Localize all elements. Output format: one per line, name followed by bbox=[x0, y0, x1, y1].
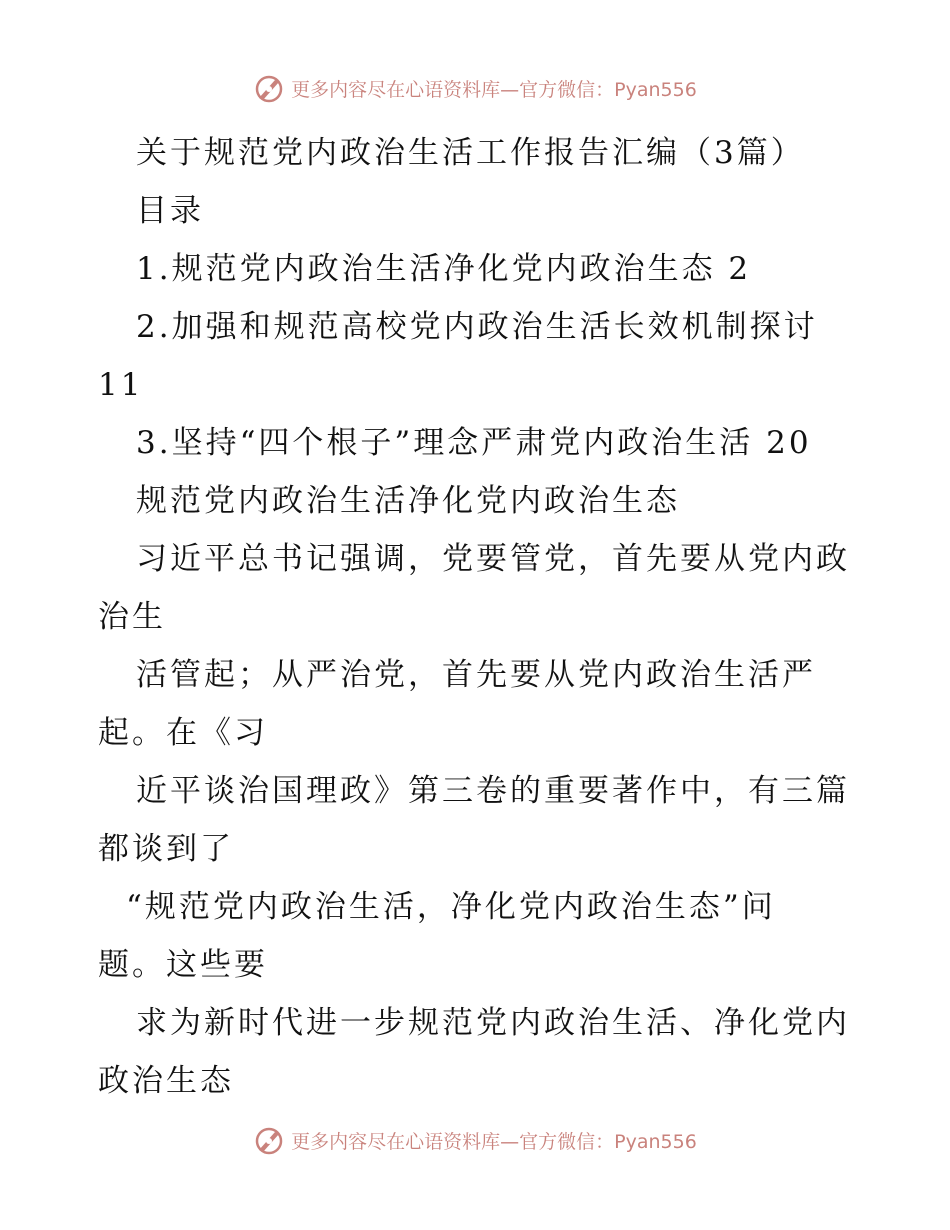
body-line: 治生 bbox=[98, 599, 166, 635]
toc-heading: 目录 bbox=[136, 193, 204, 229]
body-line: 习近平总书记强调，党要管党，首先要从党内政 bbox=[136, 541, 850, 577]
body-line: “规范党内政治生活，净化党内政治生态”问 bbox=[126, 889, 776, 925]
toc-item-1: 1.规范党内政治生活净化党内政治生态 2 bbox=[136, 251, 752, 287]
body-line: 题。这些要 bbox=[98, 947, 268, 983]
body-line: 近平谈治国理政》第三卷的重要著作中，有三篇 bbox=[136, 773, 850, 809]
watermark-logo-icon bbox=[253, 72, 285, 104]
toc-item-2-page: 11 bbox=[98, 367, 144, 403]
body-line: 起。在《习 bbox=[98, 715, 268, 751]
document-body bbox=[98, 124, 858, 1110]
toc-item-3: 3.坚持“四个根子”理念严肃党内政治生活 20 bbox=[136, 425, 812, 461]
document-title: 关于规范党内政治生活工作报告汇编（3篇） bbox=[136, 135, 805, 171]
body-line: 求为新时代进一步规范党内政治生活、净化党内 bbox=[136, 1005, 850, 1041]
section-heading: 规范党内政治生活净化党内政治生态 bbox=[136, 483, 680, 519]
header-watermark bbox=[0, 72, 950, 104]
body-line: 政治生态 bbox=[98, 1063, 234, 1099]
body-line: 都谈到了 bbox=[98, 831, 234, 867]
toc-item-2: 2.加强和规范高校党内政治生活长效机制探讨 bbox=[136, 309, 818, 345]
watermark-text: 更多内容尽在心语资料库—官方微信：Pyan556 bbox=[291, 1130, 697, 1153]
body-line: 活管起；从严治党，首先要从党内政治生活严 bbox=[136, 657, 816, 693]
watermark-logo-icon bbox=[253, 1124, 285, 1156]
footer-watermark bbox=[0, 1124, 950, 1156]
watermark-text: 更多内容尽在心语资料库—官方微信：Pyan556 bbox=[291, 78, 697, 101]
